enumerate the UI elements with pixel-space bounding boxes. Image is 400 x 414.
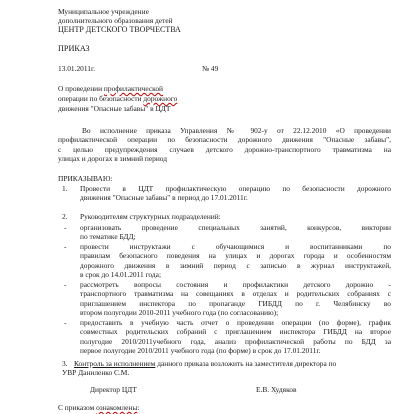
subject-line-3: движения "Опасные забавы" в ЦДТ (58, 104, 171, 113)
bullet-3-line-4: втором полугодии 2010-2011 учебного года (по согласованию); (80, 307, 279, 317)
org-line-1: Муниципальное учреждение (58, 7, 149, 16)
order-word: ПРИКАЗЫВАЮ: (58, 174, 113, 183)
item-1-text (80, 184, 391, 203)
doc-date: 13.01.2011г. (58, 64, 96, 73)
bullet-3-text (80, 280, 391, 317)
acquaint-link: ознакомлены (96, 403, 138, 412)
bullet-2-line-2: правилам безопасного поведения на улицах и дорогах города и особенностям (80, 251, 391, 261)
bullet-4-text (80, 318, 391, 355)
acquaint-line (58, 403, 139, 412)
bullet-3-mark: - (64, 280, 67, 289)
bullet-4-line-4: первое полугодие 2010/2011 учебного года (по форме) в срок до 17.01.2011г. (80, 345, 321, 355)
bullet-1-line-2: по тематике БДД; (80, 232, 136, 242)
item-1-line-2: движения "Опасные забавы" в период до 17.01.2011г. (80, 193, 248, 203)
bullet-3-line-3: приглашением инспектора по пропаганде ГИБДД по г. Челябинску во (80, 298, 391, 308)
item-3-line-2: УВР Даниленко С.М. (62, 368, 130, 377)
subject-word-1: профилактической (103, 84, 163, 93)
bullet-1-line-1: организовать проведение специальных занятий, конкурсов, викторин (80, 223, 391, 232)
item-1-line-1: Провести в ЦДТ профилактическую операцию по безопасности дорожного (80, 184, 391, 193)
intro-paragraph (58, 126, 391, 163)
org-line-2: дополнительного образования детей (58, 16, 173, 25)
item-2-number: 2. (62, 212, 68, 221)
bullet-2-line-4: в срок до 14.01.2011 года; (80, 269, 162, 279)
subject-line-2 (58, 94, 177, 103)
intro-line-2: профилактической операции по безопасности дорожного движения "Опасные забавы", (58, 135, 391, 145)
signature-name: Е.В. Худяков (256, 385, 297, 394)
acquaint-text: С приказом (58, 403, 97, 412)
intro-line-1: Во исполнение приказа Управления № 902-у от 22.12.2010 «О проведении (82, 126, 391, 135)
bullet-1-text (80, 223, 391, 242)
doc-number: № 49 (202, 64, 219, 73)
bullet-4-line-1: предоставить в учебную часть отчет о проведении операции (по форме), график (80, 318, 391, 327)
subject-line-1 (58, 84, 163, 93)
org-line-3: ЦЕНТР ДЕТСКОГО ТВОРЧЕСТВА (58, 25, 181, 34)
bullet-2-text (80, 242, 391, 279)
acquaint-colon: : (137, 403, 140, 412)
item-3-rest: данного приказа возложить на заместителя директора по (155, 359, 337, 368)
item-1-number: 1. (62, 184, 68, 193)
bullet-2-mark: - (64, 242, 67, 251)
intro-line-4: улицах и дорогах в зимний период (58, 153, 168, 163)
bullet-4-line-3: полугодие 2010/2011учебного года, анализ профилактической работы по БДД за (80, 336, 391, 346)
bullet-4-mark: - (64, 318, 67, 327)
item-3-link[interactable]: Контроль за исполнением (74, 359, 156, 368)
intro-line-3: с целью предупреждения случаев детского дорожно-транспортного травматизма на (58, 144, 391, 154)
signature-position: Директор ЦДТ (90, 385, 137, 394)
item-2-title: Руководителям структурных подразделений: (80, 212, 221, 221)
bullet-2-line-3: дорожного движения в зимний период с записью в журнал инструктажей, (80, 260, 391, 270)
bullet-2-line-1: провести инструктажи с обучающимися и воспитанниками по (80, 242, 391, 251)
bullet-3-line-1: рассмотреть вопросы состояния и профилактики детского дорожно - (80, 280, 391, 289)
bullet-3-line-2: транспортного травматизма на совещаниях в отделах и родительских собраниях с (80, 289, 391, 299)
subject-text-2: операции по безопасности (58, 94, 144, 103)
item-3-line-1 (74, 359, 336, 368)
bullet-1-mark: - (64, 223, 67, 232)
subject-word-2: дорожного (143, 94, 178, 103)
item-3-number: 3. (62, 359, 68, 368)
doc-type: ПРИКАЗ (58, 44, 90, 53)
subject-text-1: О проведении (58, 84, 104, 93)
bullet-4-line-2: совместных родительских собраний с приглашением инспектора ГИБДД на второе (80, 327, 391, 337)
